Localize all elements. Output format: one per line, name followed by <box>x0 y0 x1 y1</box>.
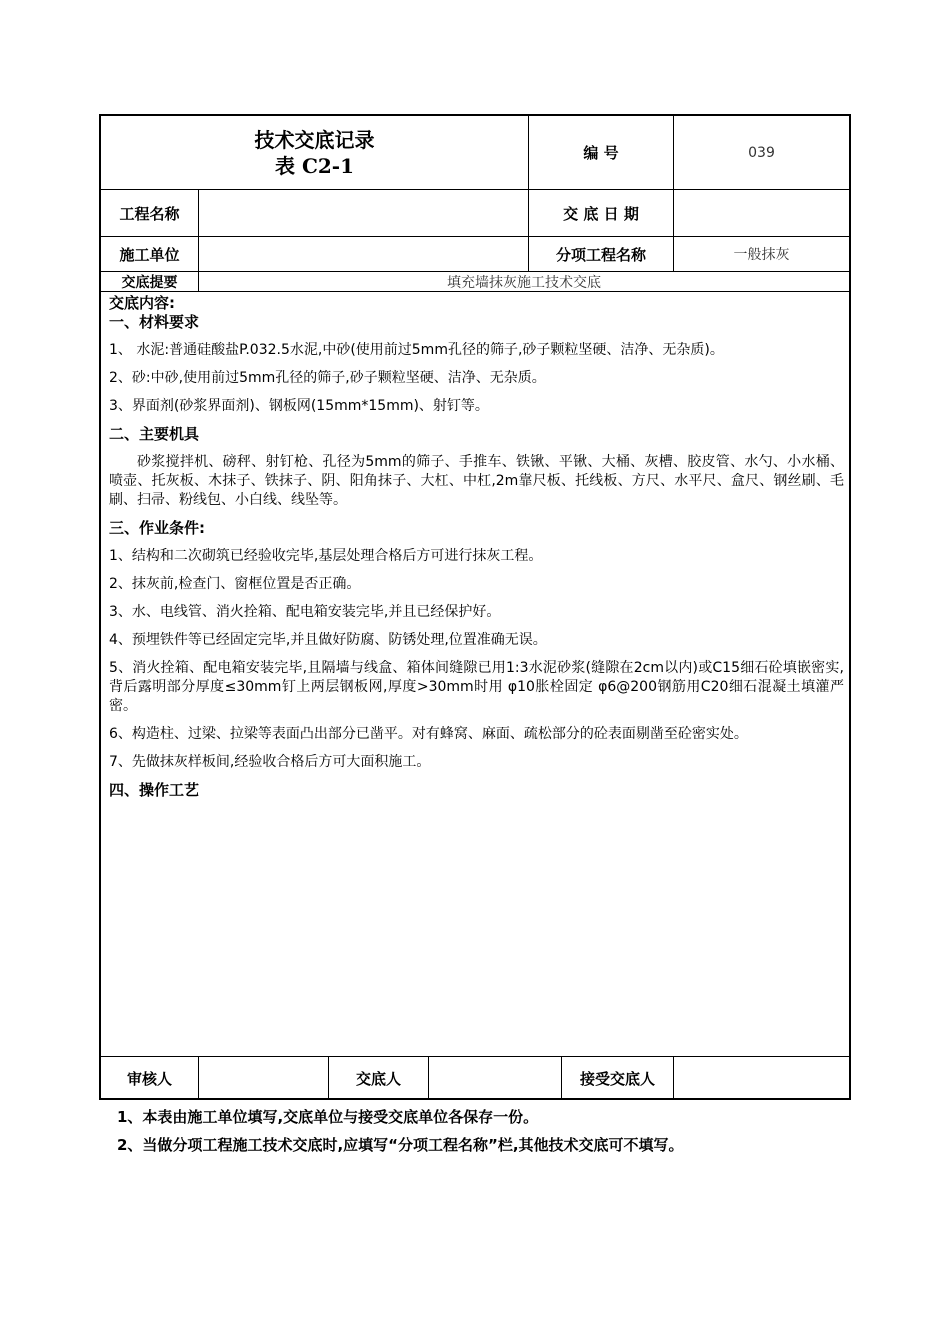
form-code: 表 C2-1 <box>274 153 354 178</box>
receiver-value[interactable] <box>674 1057 849 1099</box>
section-title: 二、主要机具 <box>109 425 200 443</box>
reviewer-value[interactable] <box>199 1057 328 1099</box>
list-item: 3、水、电线管、消火拴箱、配电箱安装完毕,并且已经保护好。 <box>109 604 501 620</box>
list-item: 2、抹灰前,检查门、窗框位置是否正确。 <box>109 576 361 592</box>
list-item: 4、预埋铁件等已经固定完毕,并且做好防腐、防锈处理,位置准确无误。 <box>109 632 547 648</box>
construction-unit-label: 施工单位 <box>119 245 180 264</box>
project-name-label: 工程名称 <box>119 204 180 223</box>
reviewer-label: 审核人 <box>126 1069 172 1088</box>
list-item: 3、界面剂(砂浆界面剂)、钢板网(15mm*15mm)、射钉等。 <box>109 398 489 414</box>
list-item: 1、 水泥:普通硅酸盐P.032.5水泥,中砂(使用前过5mm孔径的筛子,砂子颗粒坚硬、洁净、无杂质)。 <box>109 342 724 358</box>
date-value[interactable] <box>674 190 849 236</box>
form-title: 技术交底记录 <box>254 127 375 152</box>
summary-label: 交底提要 <box>121 274 178 291</box>
list-item: 2、砂:中砂,使用前过5mm孔径的筛子,砂子颗粒坚硬、洁净、无杂质。 <box>109 370 546 386</box>
list-item: 7、先做抹灰样板间,经验收合格后方可大面积施工。 <box>109 754 431 770</box>
project-name-value[interactable] <box>199 190 528 236</box>
footnotes <box>117 1103 684 1159</box>
paragraph: 砂浆搅拌机、磅秤、射钉枪、孔径为5mm的筛子、手推车、铁锹、平锹、大桶、灰槽、胶皮管、水勺、小水桶、喷壶、托灰板、木抹子、铁抹子、阴、阳角抹子、大杠、中杠,2m靠尺板、托线板、方尺、水平尺、盒尺、钢丝刷、毛刷、扫帚、粉线包、小白线、线坠等。 <box>109 454 844 508</box>
number-value: 039 <box>748 144 775 161</box>
content-heading: 交底内容: <box>109 294 175 312</box>
date-label: 交 底 日 期 <box>563 204 639 223</box>
list-item: 5、消火拴箱、配电箱安装完毕,且隔墙与线盒、箱体间缝隙已用1:3水泥砂浆(缝隙在2cm以内)或C15细石砼填嵌密实,背后露明部分厚度≤30mm钉上两层钢板网,厚度>30mm时用 φ10胀栓固定 φ6@200钢筋用C20细石混凝土填灌严密。 <box>109 660 844 714</box>
form-title-block <box>101 116 528 189</box>
subitem-label: 分项工程名称 <box>555 245 646 264</box>
construction-unit-value[interactable] <box>199 237 528 271</box>
section-title: 一、材料要求 <box>109 313 200 331</box>
list-item: 1、结构和二次砌筑已经验收完毕,基层处理合格后方可进行抹灰工程。 <box>109 548 543 564</box>
discloser-value[interactable] <box>429 1057 561 1099</box>
footnote: 1、本表由施工单位填写,交底单位与接受交底单位各保存一份。 <box>117 1108 539 1126</box>
summary-value[interactable]: 填充墙抹灰施工技术交底 <box>447 274 601 291</box>
number-label: 编 号 <box>583 144 619 162</box>
subitem-value[interactable]: 一般抹灰 <box>733 247 790 263</box>
receiver-label: 接受交底人 <box>579 1069 655 1088</box>
footnote: 2、当做分项工程施工技术交底时,应填写“分项工程名称”栏,其他技术交底可不填写。 <box>117 1136 684 1154</box>
discloser-label: 交底人 <box>355 1069 401 1088</box>
section-title: 三、作业条件: <box>109 519 205 537</box>
list-item: 6、构造柱、过梁、拉梁等表面凸出部分已凿平。对有蜂窝、麻面、疏松部分的砼表面剔凿至砼密实处。 <box>109 726 748 742</box>
section-title: 四、操作工艺 <box>109 781 200 799</box>
disclosure-content <box>109 294 844 800</box>
